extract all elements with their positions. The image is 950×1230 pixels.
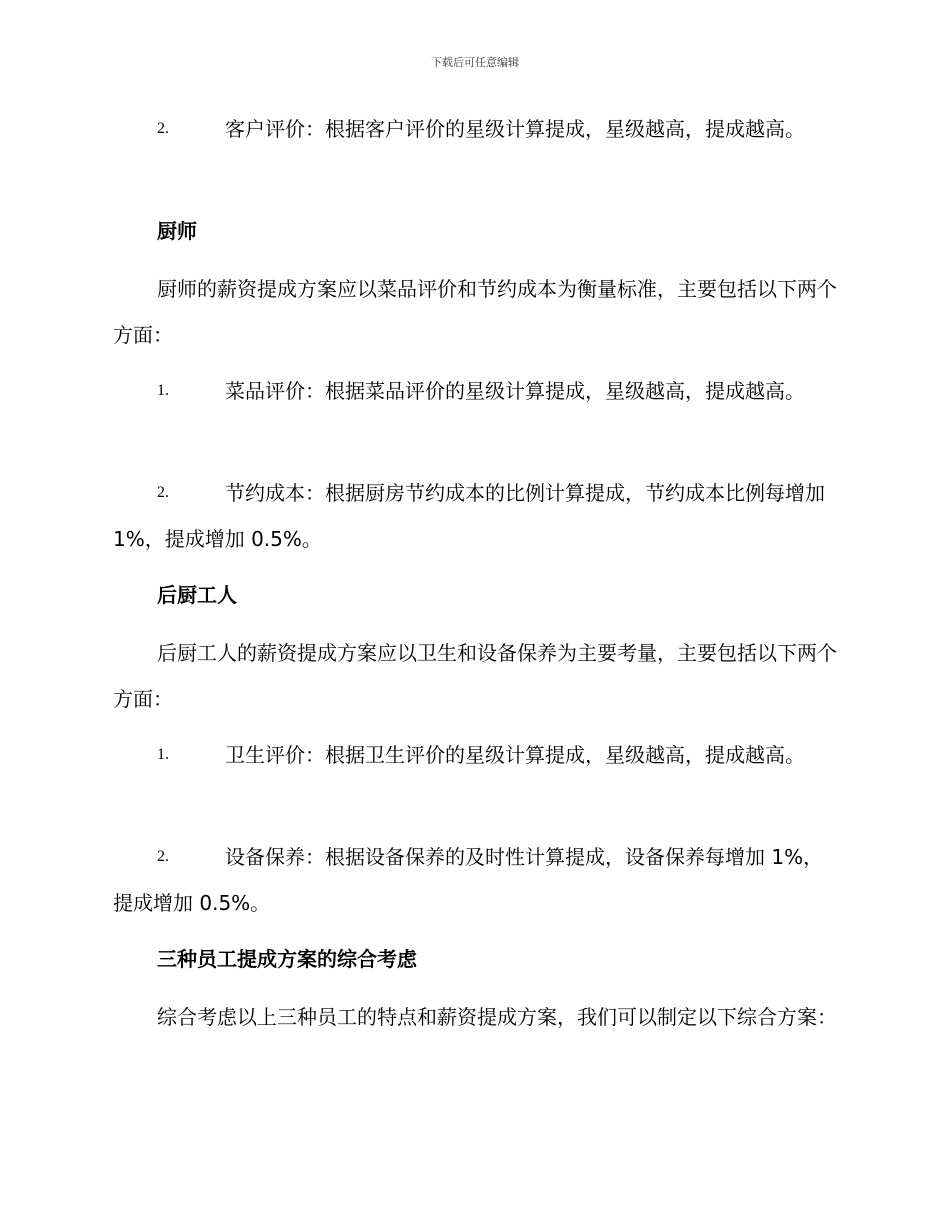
paragraph-kitchen: 后厨工人的薪资提成方案应以卫生和设备保养为主要考量，主要包括以下两个方面：	[113, 641, 837, 711]
paragraph-combined: 综合考虑以上三种员工的特点和薪资提成方案，我们可以制定以下综合方案：	[157, 1005, 837, 1029]
list-number: 2.	[157, 120, 169, 137]
list-number: 1.	[157, 746, 169, 763]
list-number: 2.	[157, 484, 169, 501]
list-item: 客户评价：根据客户评价的星级计算提成，星级越高，提成越高。	[225, 117, 805, 141]
list-item: 菜品评价：根据菜品评价的星级计算提成，星级越高，提成越高。	[225, 379, 805, 403]
list-item: 卫生评价：根据卫生评价的星级计算提成，星级越高，提成越高。	[225, 743, 805, 767]
list-number: 1.	[157, 382, 169, 399]
section-heading-kitchen: 后厨工人	[157, 583, 237, 607]
list-number: 2.	[157, 848, 169, 865]
paragraph-chef: 厨师的薪资提成方案应以菜品评价和节约成本为衡量标准，主要包括以下两个方面：	[113, 277, 837, 347]
list-item: 设备保养：根据设备保养的及时性计算提成，设备保养每增加 1%，提成增加 0.5%。	[113, 845, 824, 915]
page-header: 下载后可任意编辑	[431, 56, 519, 69]
section-heading-combined: 三种员工提成方案的综合考虑	[157, 947, 417, 971]
section-heading-chef: 厨师	[157, 219, 197, 243]
list-item: 节约成本：根据厨房节约成本的比例计算提成，节约成本比例每增加 1%，提成增加 0.5%。	[113, 481, 825, 551]
